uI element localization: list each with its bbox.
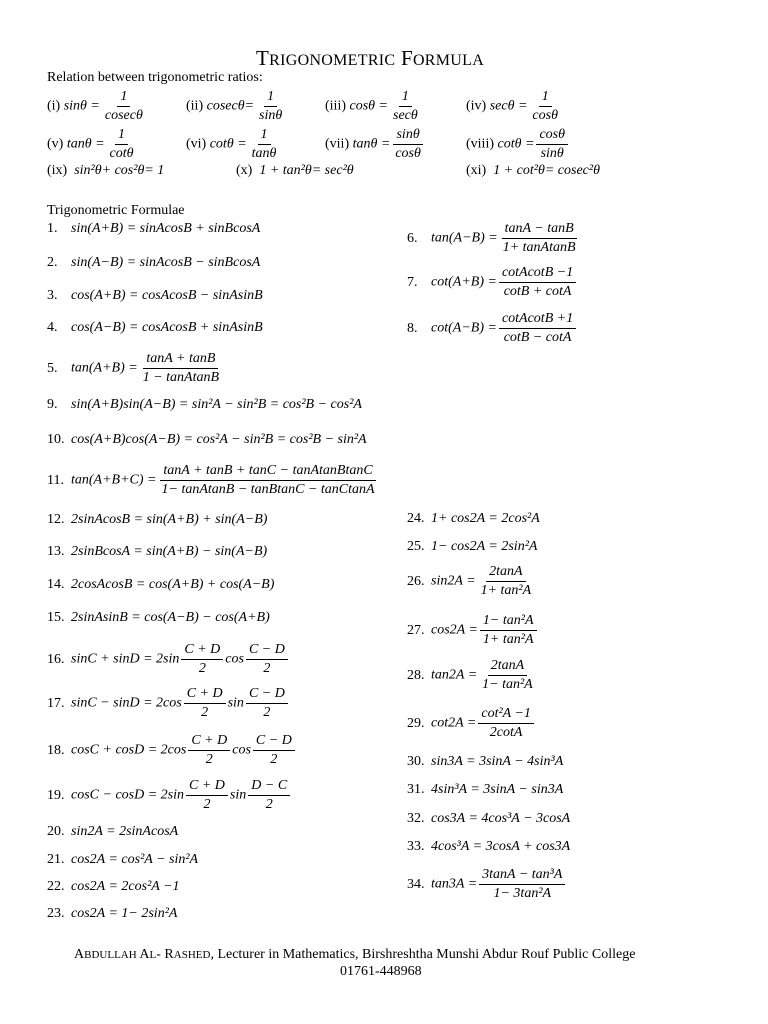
formula-number: 4. bbox=[47, 320, 58, 335]
formula-lhs: tan(A−B) = bbox=[431, 230, 498, 246]
formula-18 bbox=[47, 734, 297, 767]
formula-number: 31. bbox=[407, 782, 425, 797]
formula-mid: sin bbox=[229, 787, 247, 803]
formula-fraction bbox=[499, 312, 576, 345]
fraction-denominator: 2 bbox=[263, 705, 271, 720]
formula-number: 14. bbox=[47, 577, 65, 592]
formulae-heading: Trigonometric Formulae bbox=[47, 203, 185, 218]
fraction-numerator: 1 bbox=[115, 128, 128, 145]
ratio-lhs: cotθ = bbox=[209, 136, 247, 152]
fraction-numerator: 1− tan²A bbox=[480, 614, 537, 631]
fraction-numerator: 2tanA bbox=[486, 565, 525, 582]
formula-number: 29. bbox=[407, 715, 425, 731]
fraction-numerator: C + D bbox=[188, 734, 230, 751]
formula-number: 25. bbox=[407, 539, 425, 554]
title-part: T bbox=[256, 46, 270, 70]
formula-fraction bbox=[181, 643, 223, 676]
formula-7 bbox=[407, 266, 578, 299]
formula-number: 2. bbox=[47, 255, 58, 270]
ratio-label: (v) bbox=[47, 136, 64, 152]
formula-number: 22. bbox=[47, 879, 65, 894]
ratio-item bbox=[325, 128, 426, 161]
page-title bbox=[256, 48, 484, 69]
ratio-label: (vi) bbox=[186, 136, 207, 152]
formula-fraction-2 bbox=[246, 687, 288, 720]
footer-part: A bbox=[136, 947, 150, 962]
formula-24 bbox=[407, 512, 540, 526]
formula-text: cos(A−B) = cosAcosB + sinAsinB bbox=[71, 320, 263, 335]
formula-number: 8. bbox=[407, 320, 418, 336]
formula-number: 3. bbox=[47, 288, 58, 303]
formula-number: 13. bbox=[47, 544, 65, 559]
ratio-lhs: tanθ = bbox=[66, 136, 105, 152]
formula-mid: sin bbox=[227, 695, 244, 711]
formula-number: 11. bbox=[47, 472, 64, 488]
ratio-label: (i) bbox=[47, 98, 61, 114]
fraction-numerator: tanA + tanB + tanC − tanAtanBtanC bbox=[160, 464, 375, 481]
fraction-numerator: 1 bbox=[117, 90, 130, 107]
formula-number: 1. bbox=[47, 221, 58, 236]
formula-number: 28. bbox=[407, 667, 425, 683]
formula-text: cos2A = cos²A − sin²A bbox=[71, 852, 199, 867]
formula-fraction bbox=[186, 779, 228, 812]
formula-fraction-2 bbox=[253, 734, 295, 767]
formula-lhs: cot2A = bbox=[431, 715, 477, 731]
formula-19 bbox=[47, 779, 292, 812]
fraction-numerator: C − D bbox=[246, 643, 288, 660]
formula-15 bbox=[47, 611, 270, 625]
formula-4 bbox=[47, 321, 263, 335]
fraction-denominator: 1+ tan²A bbox=[482, 632, 534, 647]
formula-number: 17. bbox=[47, 695, 65, 711]
fraction-denominator: cosθ bbox=[532, 108, 558, 123]
formula-number: 15. bbox=[47, 610, 65, 625]
ratio-item bbox=[325, 90, 423, 123]
formula-text: sin(A−B) = sinAcosB − sinBcosA bbox=[71, 255, 261, 270]
formula-2 bbox=[47, 256, 260, 270]
formula-text: 1− cos2A = 2sin²A bbox=[431, 539, 538, 554]
ratio-label: (viii) bbox=[466, 136, 494, 152]
formula-text: cos2A = 1− 2sin²A bbox=[71, 906, 178, 921]
fraction-numerator: C + D bbox=[184, 687, 226, 704]
fraction-denominator: 2cotA bbox=[489, 725, 523, 740]
formula-fraction bbox=[479, 659, 536, 692]
formula-number: 20. bbox=[47, 824, 65, 839]
fraction-denominator: sinθ bbox=[259, 108, 283, 123]
fraction-numerator: 3tanA − tan³A bbox=[479, 868, 565, 885]
formula-1 bbox=[47, 222, 260, 236]
footer-author bbox=[74, 948, 635, 962]
formula-lhs: sinC − sinD = 2cos bbox=[71, 695, 182, 711]
formula-number: 33. bbox=[407, 839, 425, 854]
relation-heading: Relation between trigonometric ratios: bbox=[47, 70, 263, 85]
formula-lhs: sin2A = bbox=[431, 573, 476, 589]
ratio-lhs: cotθ = bbox=[497, 136, 535, 152]
formula-11 bbox=[47, 464, 380, 497]
ratio-item bbox=[47, 90, 148, 123]
formula-lhs: cosC + cosD = 2cos bbox=[71, 742, 187, 758]
fraction-numerator: 1 bbox=[539, 90, 552, 107]
formula-lhs: tan3A = bbox=[431, 876, 478, 892]
formula-number: 23. bbox=[47, 906, 65, 921]
formula-21 bbox=[47, 853, 198, 867]
identity-x bbox=[236, 164, 354, 178]
formula-lhs: cot(A+B) = bbox=[431, 274, 497, 290]
formula-text: cos(A+B)cos(A−B) = cos²A − sin²B = cos²B − sin²A bbox=[71, 432, 367, 447]
fraction-denominator: secθ bbox=[393, 108, 418, 123]
formula-text: sin2A = 2sinAcosA bbox=[71, 824, 179, 839]
fraction-numerator: cotAcotB +1 bbox=[499, 312, 576, 329]
ratio-fraction bbox=[102, 90, 146, 123]
identity-xi bbox=[466, 164, 600, 178]
fraction-numerator: 1 bbox=[258, 128, 271, 145]
ratio-fraction bbox=[256, 90, 285, 123]
formula-text: sin3A = 3sinA − 4sin³A bbox=[431, 754, 564, 769]
formula-3 bbox=[47, 289, 263, 303]
title-part: F bbox=[395, 46, 413, 70]
formula-25 bbox=[407, 540, 537, 554]
fraction-numerator: C − D bbox=[246, 687, 288, 704]
formula-number: 24. bbox=[407, 511, 425, 526]
footer-part: - R bbox=[156, 947, 174, 962]
formula-lhs: tan2A = bbox=[431, 667, 478, 683]
formula-17 bbox=[47, 687, 290, 720]
ratio-label: (ii) bbox=[186, 98, 204, 114]
formula-text: cos2A = 2cos²A −1 bbox=[71, 879, 180, 894]
footer-phone: 01761-448968 bbox=[340, 964, 422, 979]
formula-text: 2sinAcosB = sin(A+B) + sin(A−B) bbox=[71, 512, 268, 527]
formula-23 bbox=[47, 907, 177, 921]
formula-lhs: sinC + sinD = 2sin bbox=[71, 651, 180, 667]
formula-fraction-2 bbox=[248, 779, 290, 812]
fraction-numerator: C + D bbox=[181, 643, 223, 660]
ratio-fraction bbox=[529, 90, 561, 123]
fraction-denominator: cotB + cotA bbox=[503, 284, 572, 299]
ratio-item bbox=[47, 128, 139, 161]
fraction-denominator: 2 bbox=[198, 661, 206, 676]
formula-text: sin(A+B) = sinAcosB + sinBcosA bbox=[71, 221, 261, 236]
formula-number: 19. bbox=[47, 787, 65, 803]
formula-text: 4sin³A = 3sinA − sin3A bbox=[431, 782, 564, 797]
formula-fraction bbox=[188, 734, 230, 767]
fraction-numerator: 1 bbox=[399, 90, 412, 107]
fraction-denominator: 1− tanAtanB − tanBtanC − tanCtanA bbox=[161, 482, 375, 497]
formula-13 bbox=[47, 545, 267, 559]
formula-33 bbox=[407, 840, 570, 854]
ratio-item bbox=[186, 128, 281, 161]
fraction-numerator: cotAcotB −1 bbox=[499, 266, 576, 283]
formula-28 bbox=[407, 659, 538, 692]
fraction-denominator: cosecθ bbox=[104, 108, 143, 123]
formula-number: 5. bbox=[47, 360, 58, 376]
identity-text: sin²θ+ cos²θ= 1 bbox=[74, 163, 165, 178]
identity-ix bbox=[47, 164, 164, 178]
formula-12 bbox=[47, 513, 267, 527]
fraction-numerator: sinθ bbox=[393, 128, 422, 145]
ratio-fraction bbox=[249, 128, 280, 161]
formula-number: 9. bbox=[47, 397, 58, 412]
formula-text: 4cos³A = 3cosA + cos3A bbox=[431, 839, 571, 854]
formula-32 bbox=[407, 812, 570, 826]
formula-text: cos3A = 4cos³A − 3cosA bbox=[431, 811, 571, 826]
formula-fraction bbox=[479, 868, 565, 901]
fraction-denominator: cotθ bbox=[109, 146, 134, 161]
fraction-denominator: 2 bbox=[203, 797, 211, 812]
formula-34 bbox=[407, 868, 567, 901]
formula-number: 12. bbox=[47, 512, 65, 527]
fraction-numerator: 1 bbox=[264, 90, 277, 107]
fraction-denominator: 2 bbox=[265, 797, 273, 812]
formula-number: 32. bbox=[407, 811, 425, 826]
formula-lhs: tan(A+B) = bbox=[71, 360, 138, 376]
fraction-numerator: tanA − tanB bbox=[502, 222, 577, 239]
formula-fraction bbox=[184, 687, 226, 720]
ratio-item bbox=[186, 90, 287, 123]
formula-text: sin(A+B)sin(A−B) = sin²A − sin²B = cos²B − cos²A bbox=[71, 397, 362, 412]
ratio-lhs: secθ = bbox=[489, 98, 528, 114]
formula-fraction bbox=[499, 266, 576, 299]
formula-30 bbox=[407, 755, 563, 769]
fraction-denominator: 2 bbox=[205, 752, 213, 767]
formula-number: 34. bbox=[407, 876, 425, 892]
fraction-numerator: tanA + tanB bbox=[143, 352, 218, 369]
ratio-fraction bbox=[536, 128, 568, 161]
formula-31 bbox=[407, 783, 563, 797]
title-part: ORMULA bbox=[412, 52, 485, 69]
formula-number: 16. bbox=[47, 651, 65, 667]
formula-fraction-2 bbox=[246, 643, 288, 676]
fraction-denominator: cotB − cotA bbox=[503, 330, 572, 345]
fraction-numerator: C − D bbox=[253, 734, 295, 751]
formula-text: 2sinAsinB = cos(A−B) − cos(A+B) bbox=[71, 610, 270, 625]
formula-fraction bbox=[500, 222, 579, 255]
formula-number: 6. bbox=[407, 230, 418, 246]
formula-lhs: cosC − cosD = 2sin bbox=[71, 787, 185, 803]
formula-27 bbox=[407, 614, 539, 647]
formula-29 bbox=[407, 707, 536, 740]
formula-number: 21. bbox=[47, 852, 65, 867]
ratio-fraction bbox=[390, 90, 421, 123]
formula-5 bbox=[47, 352, 224, 385]
identity-label: (xi) bbox=[466, 163, 487, 178]
fraction-denominator: 1− tan²A bbox=[482, 677, 533, 692]
formula-6 bbox=[407, 222, 581, 255]
formula-26 bbox=[407, 565, 536, 598]
ratio-lhs: tanθ = bbox=[352, 136, 391, 152]
formula-14 bbox=[47, 578, 274, 592]
formula-text: cos(A+B) = cosAcosB − sinAsinB bbox=[71, 288, 263, 303]
footer-part: , Lecturer in Mathematics, Birshreshtha Munshi Abdur Rouf Public College bbox=[210, 947, 636, 962]
formula-fraction bbox=[140, 352, 222, 385]
fraction-denominator: sinθ bbox=[540, 146, 564, 161]
fraction-numerator: C + D bbox=[186, 779, 228, 796]
formula-8 bbox=[407, 312, 578, 345]
fraction-denominator: 1− 3tan²A bbox=[493, 886, 552, 901]
fraction-numerator: cosθ bbox=[536, 128, 568, 145]
fraction-numerator: 2tanA bbox=[488, 659, 527, 676]
identity-text: 1 + cot²θ= cosec²θ bbox=[493, 163, 600, 178]
ratio-lhs: cosecθ= bbox=[206, 98, 255, 114]
formula-number: 30. bbox=[407, 754, 425, 769]
fraction-denominator: 2 bbox=[270, 752, 278, 767]
formula-fraction bbox=[478, 707, 534, 740]
formula-mid: cos bbox=[225, 651, 244, 667]
ratio-item bbox=[466, 90, 563, 123]
fraction-denominator: 2 bbox=[263, 661, 271, 676]
formula-lhs: cos2A = bbox=[431, 622, 478, 638]
formula-number: 10. bbox=[47, 432, 65, 447]
formula-fraction bbox=[478, 565, 535, 598]
footer-part: L bbox=[149, 949, 157, 961]
ratio-fraction bbox=[392, 128, 424, 161]
formula-20 bbox=[47, 825, 178, 839]
formula-text: 2sinBcosA = sin(A+B) − sin(A−B) bbox=[71, 544, 268, 559]
identity-label: (ix) bbox=[47, 163, 68, 178]
ratio-label: (iii) bbox=[325, 98, 346, 114]
formula-lhs: cot(A−B) = bbox=[431, 320, 497, 336]
formula-22 bbox=[47, 880, 180, 894]
fraction-denominator: 1 − tanAtanB bbox=[142, 370, 220, 385]
formula-16 bbox=[47, 643, 290, 676]
footer-part: BDULLAH bbox=[84, 949, 137, 961]
ratio-lhs: cosθ = bbox=[349, 98, 388, 114]
fraction-denominator: cosθ bbox=[395, 146, 421, 161]
footer-part: ASHED bbox=[173, 949, 211, 961]
fraction-denominator: tanθ bbox=[251, 146, 277, 161]
fraction-numerator: cot²A −1 bbox=[478, 707, 534, 724]
formula-number: 7. bbox=[407, 274, 418, 290]
ratio-fraction bbox=[107, 128, 137, 161]
identity-text: 1 + tan²θ= sec²θ bbox=[259, 163, 354, 178]
formula-mid: cos bbox=[232, 742, 251, 758]
formula-9 bbox=[47, 398, 362, 412]
formula-10 bbox=[47, 433, 367, 447]
formula-text: 2cosAcosB = cos(A+B) + cos(A−B) bbox=[71, 577, 275, 592]
title-part: RIGONOMETRIC bbox=[269, 52, 396, 69]
ratio-label: (vii) bbox=[325, 136, 350, 152]
fraction-denominator: 2 bbox=[201, 705, 209, 720]
fraction-numerator: D − C bbox=[248, 779, 290, 796]
formula-fraction bbox=[159, 464, 378, 497]
ratio-lhs: sinθ = bbox=[63, 98, 100, 114]
formula-lhs: tan(A+B+C) = bbox=[71, 472, 157, 488]
formula-text: 1+ cos2A = 2cos²A bbox=[431, 511, 540, 526]
footer-part: A bbox=[74, 947, 85, 962]
ratio-item bbox=[466, 128, 570, 161]
formula-number: 27. bbox=[407, 622, 425, 638]
identity-label: (x) bbox=[236, 163, 253, 178]
formula-fraction bbox=[480, 614, 537, 647]
fraction-denominator: 1+ tan²A bbox=[480, 583, 532, 598]
ratio-label: (iv) bbox=[466, 98, 487, 114]
fraction-denominator: 1+ tanAtanB bbox=[502, 240, 576, 255]
formula-number: 18. bbox=[47, 742, 65, 758]
formula-number: 26. bbox=[407, 573, 425, 589]
